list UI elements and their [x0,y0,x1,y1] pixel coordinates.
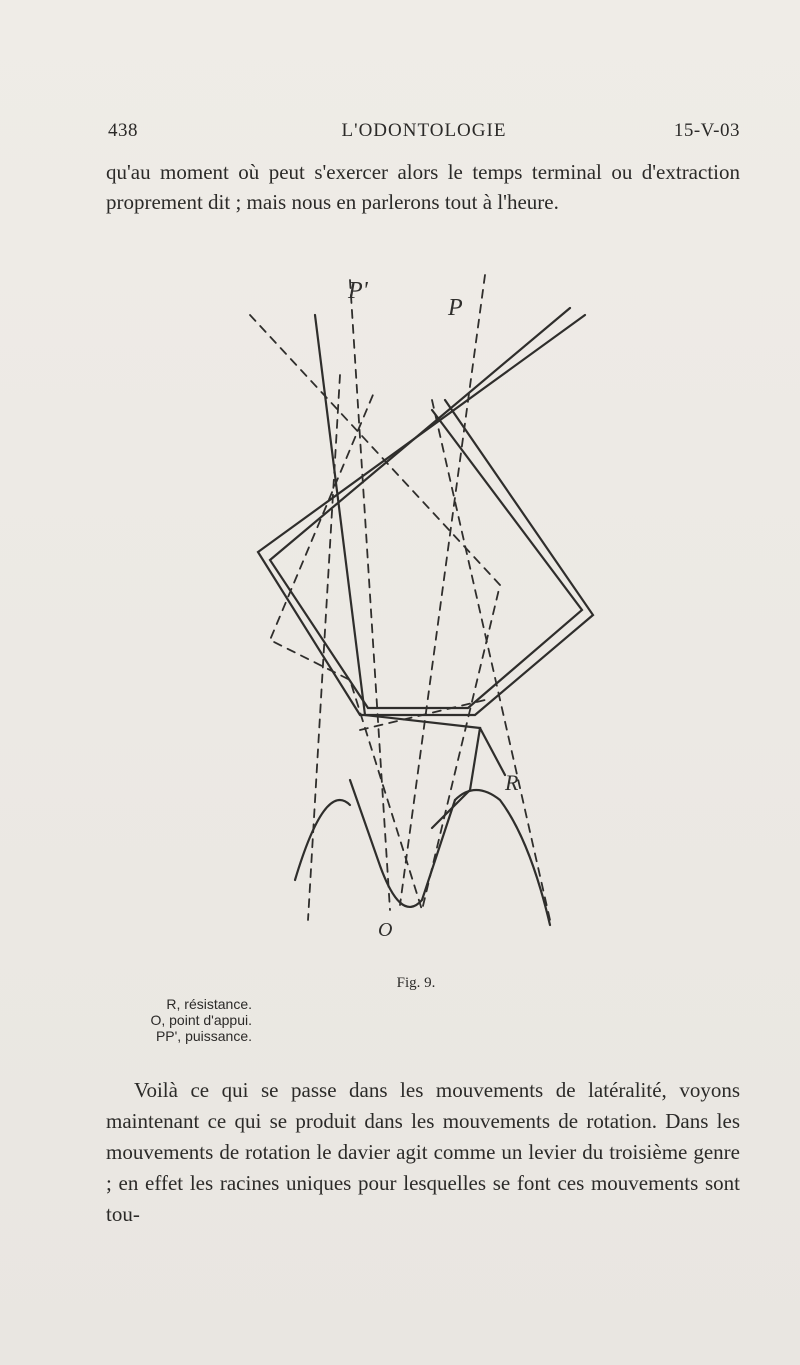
paragraph-top: qu'au moment où peut s'exercer alors le temps terminal ou d'extraction proprement dit ; mais nous en parlerons tout à l'heure. [106,160,740,214]
forceps-outline-outer [258,315,593,715]
forceps-jaw [365,715,480,828]
label-o: O [378,919,393,941]
legend-item-resistance: R, résistance. [166,996,252,1012]
lever-diagram [200,260,640,960]
legend-item-power: PP', puissance. [155,1028,252,1044]
dashed-line-right [432,400,550,920]
dashed-axis-pprime [350,280,390,910]
legend-item-fulcrum: O, point d'appui. [150,1012,252,1028]
figure-caption: Fig. 9. [396,975,436,991]
paragraph-bottom: Voilà ce qui se passe dans les mouvements de latéralité, voyons maintenant ce qui se produit dans les mouvements de rotation. Dans les mouvements de rotation le davier agit comme un levier du troisième genre ; en effet les racines uniques pour lesquelles se font ces mouvements sont tou- [106,1078,740,1226]
dashed-line-left [308,375,340,920]
gum-line-left [295,800,350,880]
page-header [108,120,740,148]
page-number: 438 [108,120,138,141]
label-r: R [505,770,519,795]
label-p: P [448,295,463,321]
issue-date: 15-V-03 [673,120,740,141]
forceps-beak-right [480,728,505,775]
dashed-axis-p [400,275,485,905]
figure-legend [100,996,300,1044]
label-p-prime: P' [348,278,368,304]
running-title: L'ODONTOLOGIE [341,120,507,141]
